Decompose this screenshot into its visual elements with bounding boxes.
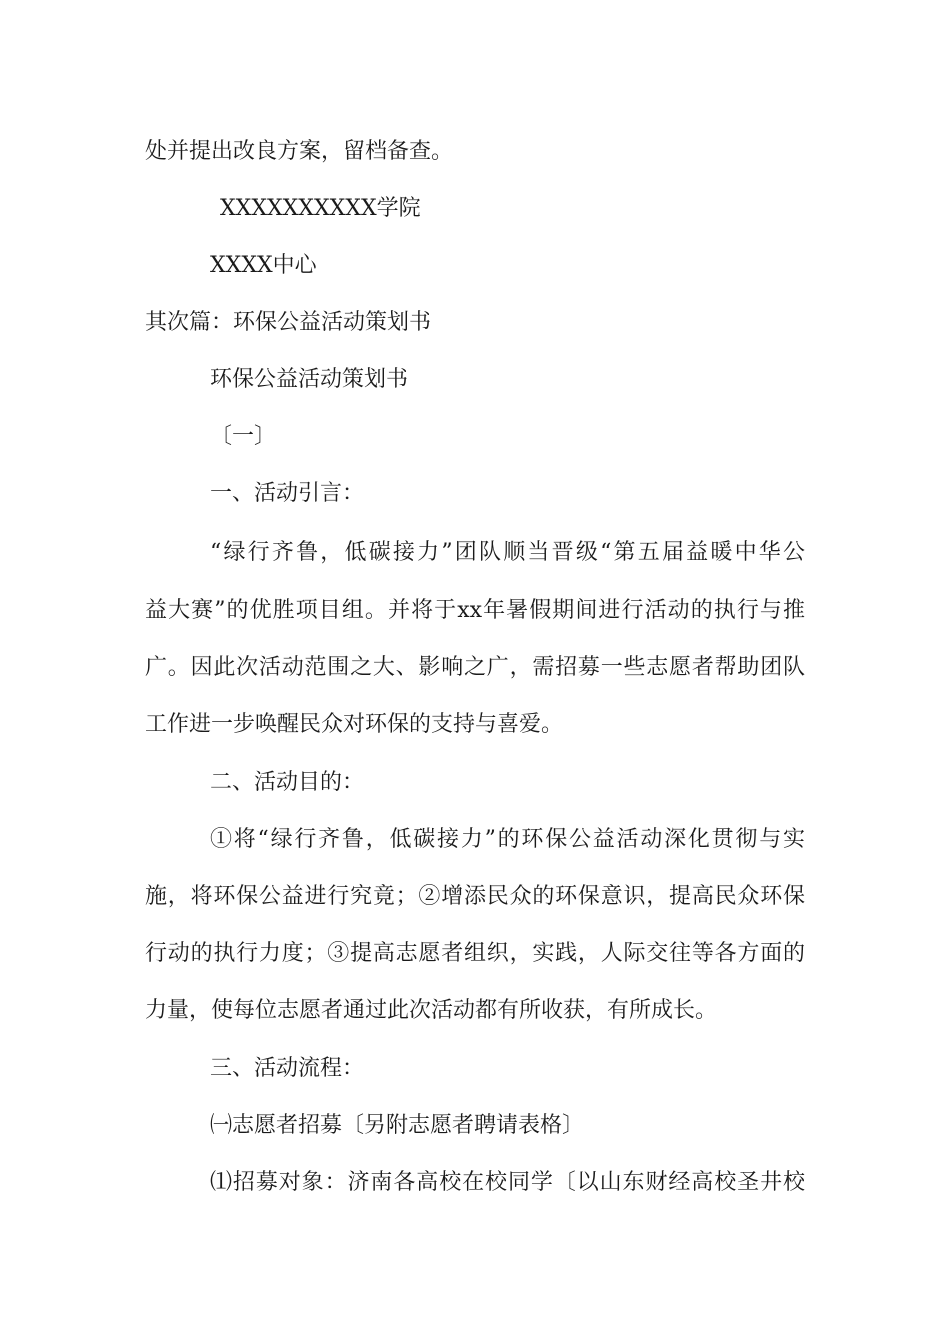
heading-process: 三、活动流程： xyxy=(210,1056,365,1081)
paragraph-line: 施，将环保公益进行究竟；②增添民众的环保意识，提高民众环保 xyxy=(145,884,805,909)
center-name: XXXX中心 xyxy=(210,253,317,278)
paragraph-line: 行动的执行力度；③提高志愿者组织，实践，人际交往等各方面的 xyxy=(145,941,805,966)
paragraph-line: ⑴招募对象：济南各高校在校同学〔以山东财经高校圣井校 xyxy=(210,1170,805,1195)
heading-purpose: 二、活动目的： xyxy=(210,770,365,795)
paragraph-line: 工作进一步唤醒民众对环保的支持与喜爱。 xyxy=(145,712,564,737)
paragraph-line: 力量，使每位志愿者通过此次活动都有所收获，有所成长。 xyxy=(145,998,718,1023)
part-number: 〔一〕 xyxy=(210,424,277,449)
paragraph-line: 广。因此次活动范围之大、影响之广，需招募一些志愿者帮助团队 xyxy=(145,655,805,680)
section-title: 其次篇：环保公益活动策划书 xyxy=(145,310,432,335)
college-name: XXXXXXXXXX学院 xyxy=(220,196,421,221)
heading-introduction: 一、活动引言： xyxy=(210,481,365,506)
document-title: 环保公益活动策划书 xyxy=(210,367,409,392)
subheading-recruitment: ㈠志愿者招募〔另附志愿者聘请表格〕 xyxy=(210,1113,585,1138)
paragraph-line: “绿行齐鲁，低碳接力”团队顺当晋级“第五届益暖中华公 xyxy=(210,540,805,565)
text-line: 处并提出改良方案，留档备查。 xyxy=(145,139,454,164)
paragraph-line: ①将“绿行齐鲁，低碳接力”的环保公益活动深化贯彻与实 xyxy=(210,827,805,852)
paragraph-line: 益大赛”的优胜项目组。并将于xx年暑假期间进行活动的执行与推 xyxy=(145,598,805,623)
